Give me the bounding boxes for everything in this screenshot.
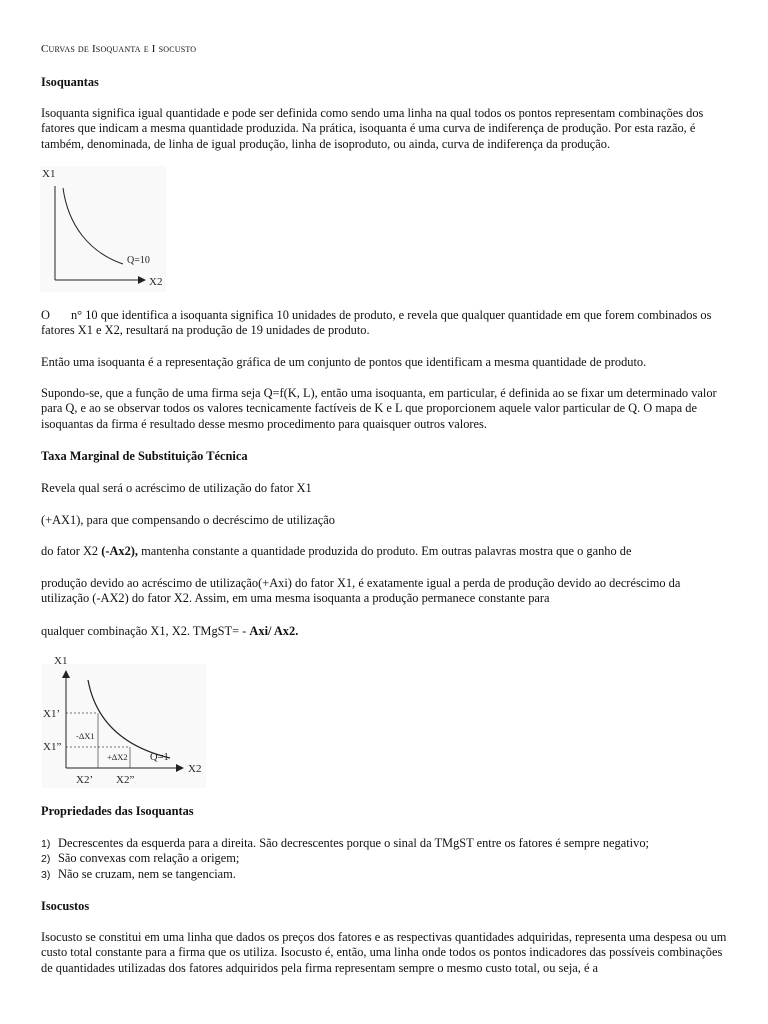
list-item-number: 2): [41, 853, 51, 866]
heading-propriedades: Propriedades das Isoquantas: [41, 804, 194, 818]
paragraph-q10-prefix: O: [41, 308, 50, 322]
fig2-y-axis-label: X1: [54, 655, 68, 667]
heading-isoquantas: Isoquantas: [41, 75, 99, 89]
list-item-text: São convexas com relação a origem;: [58, 851, 240, 866]
paragraph-tmst-3-bold: (-Ax2),: [101, 544, 139, 558]
list-item-number: 3): [41, 868, 51, 881]
formula-prefix: qualquer combinação X1, X2. TMgST= -: [41, 624, 250, 638]
heading-isocustos: Isocustos: [41, 899, 90, 913]
list-item-text: Não se cruzam, nem se tangenciam.: [58, 866, 236, 881]
fig2-x2-label: X2”: [116, 774, 135, 786]
paragraph-funcao-firma: Supondo-se, que a função de uma firma seja Q=f(K, L), então uma isoquanta, em particular, é definida ao se fixar um determinado valor para Q, e ao se observar todos os valores tecnicamente factíveis de K e L que proporcionem aquele valor particular de Q. O mapa de isoquantas da firma é resultado desse mesmo procedimento para quaisquer outros valores.: [41, 386, 717, 431]
paragraph-tmst-3-start: do fator X2: [41, 544, 102, 558]
document-title: Curvas de Isoquanta e I socusto: [41, 43, 197, 55]
fig2-y2-label: X1”: [43, 741, 62, 753]
isoquant-figure-1: [38, 164, 168, 294]
fig2-dx1-label: -ΔX1: [76, 731, 95, 741]
fig1-x-axis-label: X2: [149, 276, 163, 288]
paragraph-tmst-4: produção devido ao acréscimo de utilização(+Axi) do fator X1, é exatamente igual a perda de produção devido ao decréscimo da utilização (-AX2) do fator X2. Assim, em uma mesma isoquanta a produção permanece constante para: [41, 576, 681, 606]
fig2-dx2-label: +ΔX2: [107, 752, 128, 762]
paragraph-q10-explanation: [41, 308, 731, 339]
fig1-y-axis-label: X1: [42, 168, 56, 180]
fig2-x-axis-label: X2: [188, 763, 202, 775]
paragraph-isoquanta-definition: Isoquanta significa igual quantidade e pode ser definida como sendo uma linha na qual todos os pontos representam combinações dos fatores que indicam a mesma quantidade produzida. Na prática, isoquanta é uma curva de indiferença de produção. Por esta razão, é também, denominada, de linha de igual produção, linha de isoproduto, ou ainda, curva de indiferença da produção.: [41, 106, 704, 151]
list-item: [41, 867, 731, 882]
tmst-figure-2: [40, 650, 210, 790]
list-item: [41, 851, 731, 866]
fig1-curve-label: Q=10: [127, 255, 150, 266]
list-item-number: 1): [41, 838, 51, 850]
paragraph-q10-text: n° 10 que identifica a isoquanta significa 10 unidades de produto, e revela que qualquer quantidade em que forem combinados os fatores X1 e X2, resultará na produção de 19 unidades de produto.: [41, 308, 712, 338]
fig2-x1-label: X2’: [76, 774, 94, 786]
paragraph-tmst-2: (+AX1), para que compensando o decréscimo de utilização: [41, 513, 335, 527]
list-item: [41, 836, 731, 851]
paragraph-tmgst-formula: [41, 624, 731, 639]
fig2-y1-label: X1’: [43, 708, 61, 720]
paragraph-isoquanta-grafica: Então uma isoquanta é a representação gráfica de um conjunto de pontos que identificam a mesma quantidade de produto.: [41, 355, 647, 369]
fig2-curve-label: Q=1: [150, 752, 169, 763]
paragraph-tmst-3-end: mantenha constante a quantidade produzida do produto. Em outras palavras mostra que o ganho de: [138, 544, 632, 558]
heading-tmst: Taxa Marginal de Substituição Técnica: [41, 449, 248, 463]
formula-bold: Axi/ Ax2.: [249, 624, 299, 638]
paragraph-tmst-1: Revela qual será o acréscimo de utilização do fator X1: [41, 481, 312, 495]
properties-list: [41, 836, 731, 882]
paragraph-isocusto-definition: Isocusto se constitui em uma linha que dados os preços dos fatores e as respectivas quantidades adquiridas, representa uma despesa ou um custo total constante para a firma que os utiliza. Isocusto é, então, uma linha onde todos os pontos indicadores das possíveis combinações de quantidades utilizadas dos fatores adquiridos pela firma representam sempre o mesmo custo total, ou seja, é a: [41, 930, 727, 975]
list-item-text: Decrescentes da esquerda para a direita. São decrescentes porque o sinal da TMgST entre os fatores é sempre negativo;: [58, 836, 649, 850]
paragraph-tmst-3: [41, 544, 731, 559]
